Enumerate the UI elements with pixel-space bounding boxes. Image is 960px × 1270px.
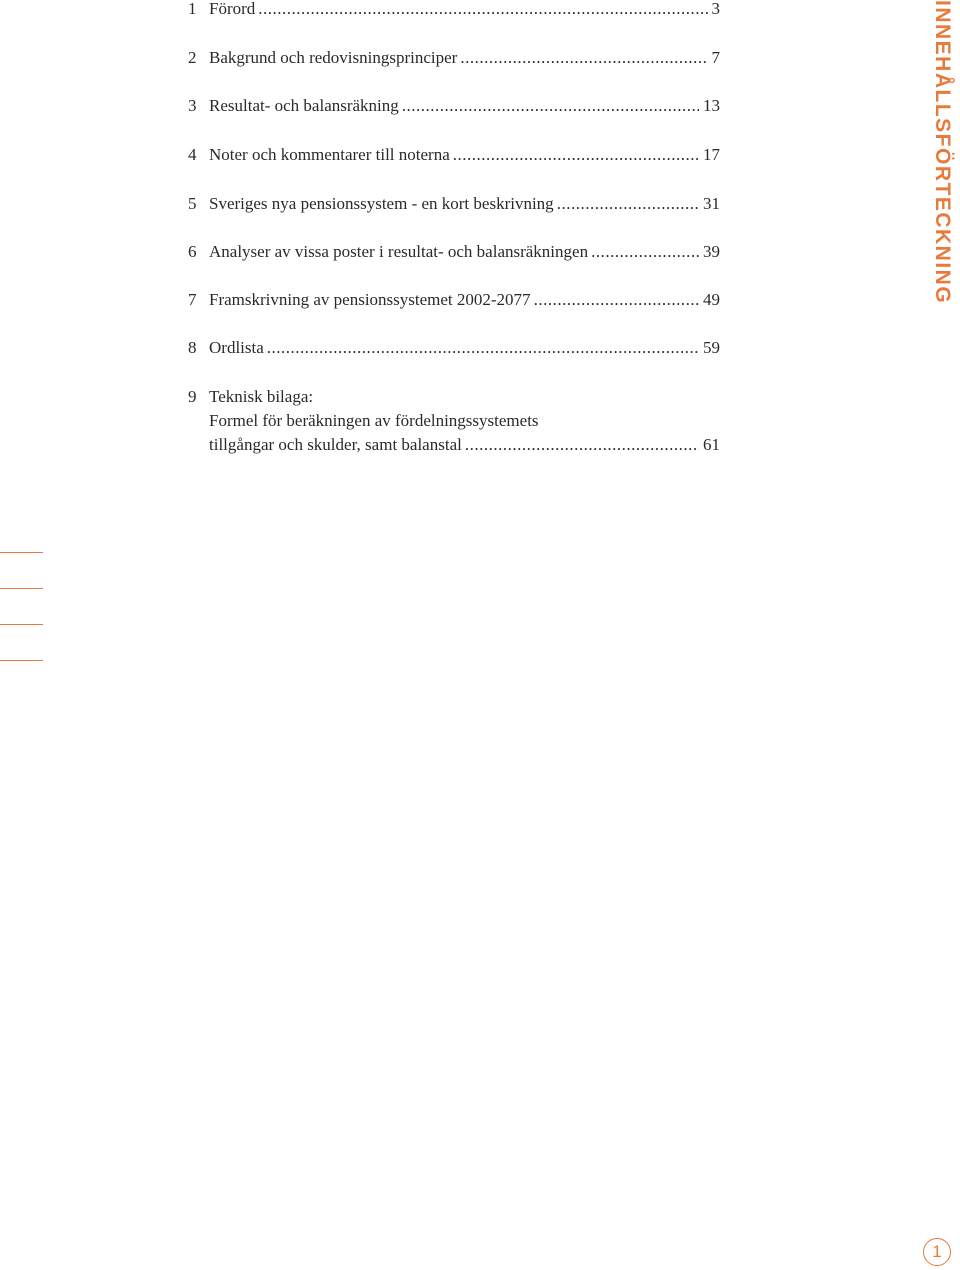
margin-rule bbox=[0, 660, 43, 661]
toc-page-number: 39 bbox=[703, 242, 720, 261]
toc-leader-line bbox=[209, 240, 720, 264]
toc-leader-line bbox=[209, 0, 720, 21]
toc-title: Sveriges nya pensionssystem - en kort beskrivning bbox=[209, 194, 554, 213]
toc-leader-line bbox=[209, 46, 720, 70]
toc-number: 2 bbox=[188, 48, 197, 67]
toc-dot-leader bbox=[534, 288, 699, 312]
margin-rule bbox=[0, 588, 43, 589]
toc-title-line: Formel för beräkningen av fördelningssystemets bbox=[209, 411, 539, 430]
toc-dot-leader bbox=[591, 240, 699, 264]
toc-leader-line bbox=[209, 192, 720, 216]
toc-title-line: tillgångar och skulder, samt balanstal bbox=[209, 435, 462, 454]
toc-number: 8 bbox=[188, 338, 197, 357]
margin-rule bbox=[0, 552, 43, 553]
toc-leader-line bbox=[209, 94, 720, 118]
toc-dot-leader bbox=[460, 46, 707, 70]
toc-title: Noter och kommentarer till noterna bbox=[209, 145, 450, 164]
toc-title: Framskrivning av pensionssystemet 2002-2077 bbox=[209, 290, 531, 309]
toc-number: 4 bbox=[188, 145, 197, 164]
toc-number: 6 bbox=[188, 242, 197, 261]
toc-title: Förord bbox=[209, 0, 256, 18]
toc-leader-line bbox=[209, 143, 720, 167]
toc-dot-leader bbox=[402, 94, 699, 118]
toc-dot-leader bbox=[465, 433, 699, 457]
toc-number: 5 bbox=[188, 194, 197, 213]
toc-page-number: 13 bbox=[703, 96, 720, 115]
margin-rule bbox=[0, 624, 43, 625]
toc-page-number: 31 bbox=[703, 194, 720, 213]
toc-number: 7 bbox=[188, 290, 197, 309]
toc-page-number: 17 bbox=[703, 145, 720, 164]
page-number-badge: 1 bbox=[923, 1238, 951, 1266]
toc-number: 1 bbox=[188, 0, 197, 18]
toc-page-number: 3 bbox=[711, 0, 720, 18]
toc-title-line: Teknisk bilaga: bbox=[209, 387, 314, 406]
toc-number: 9 bbox=[188, 387, 197, 406]
toc-title: Resultat- och balansräkning bbox=[209, 96, 399, 115]
toc-dot-leader bbox=[258, 0, 707, 21]
toc-page-number: 7 bbox=[711, 48, 720, 67]
toc-page-number: 49 bbox=[703, 290, 720, 309]
toc-title: Bakgrund och redovisningsprinciper bbox=[209, 48, 458, 67]
toc-leader-line bbox=[209, 336, 720, 360]
section-title: INNEHÅLLSFÖRTECKNING bbox=[931, 0, 954, 305]
toc-title: Analyser av vissa poster i resultat- och balansräkningen bbox=[209, 242, 589, 261]
toc-dot-leader bbox=[557, 192, 699, 216]
toc-page-number: 61 bbox=[703, 435, 720, 454]
toc-leader-line bbox=[209, 433, 720, 457]
toc-dot-leader bbox=[267, 336, 699, 360]
toc-dot-leader bbox=[453, 143, 699, 167]
toc-page-number: 59 bbox=[703, 338, 720, 357]
toc-title: Ordlista bbox=[209, 338, 264, 357]
toc-number: 3 bbox=[188, 96, 197, 115]
toc-leader-line bbox=[209, 288, 720, 312]
